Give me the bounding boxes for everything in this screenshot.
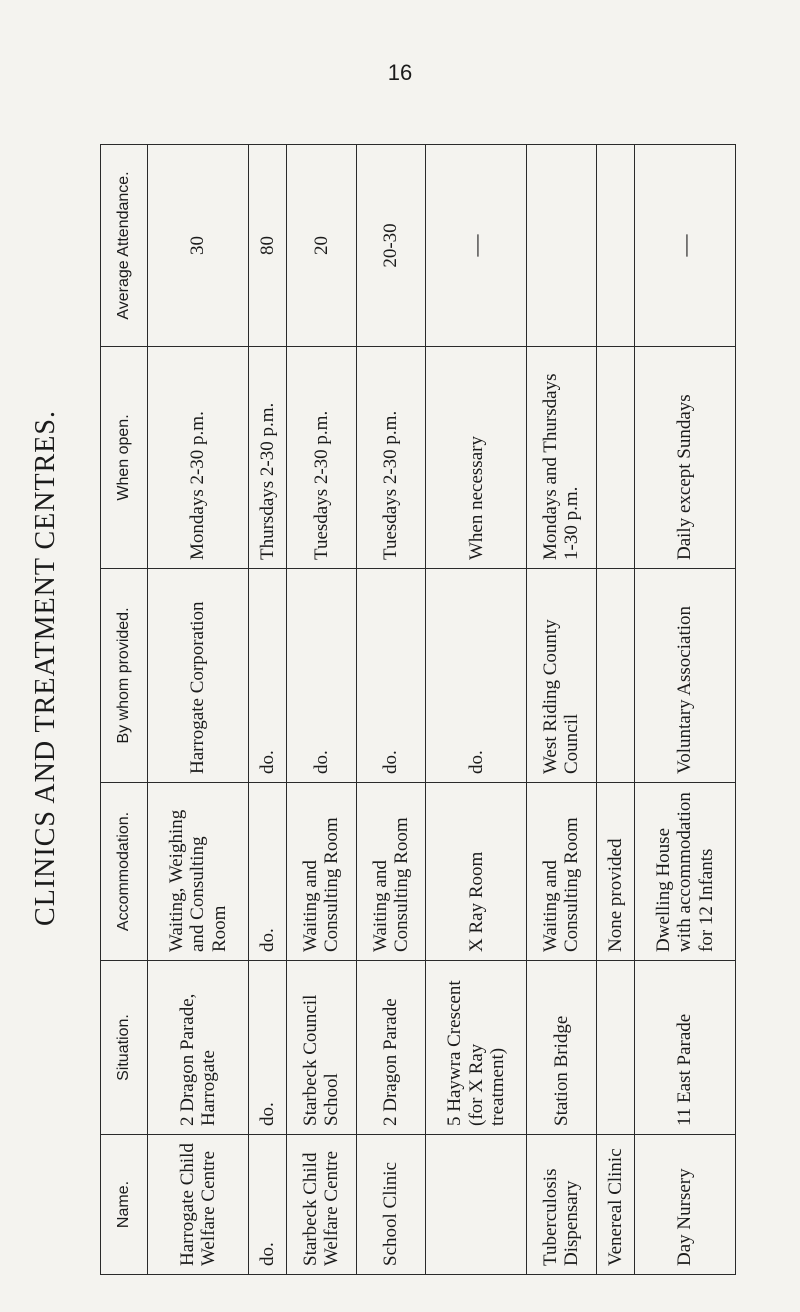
cell-name: Tuberculosis Dispensary [527,1135,597,1275]
cell-accommodation: None provided [596,783,634,961]
cell-situation: 2 Dragon Parade, Harrogate [148,961,249,1135]
cell-situation: do. [248,961,286,1135]
cell-when-open: Thursdays 2-30 p.m. [248,347,286,569]
cell-name: do. [248,1135,286,1275]
page-number: 16 [387,60,413,85]
cell-provider: Voluntary Association [635,569,736,783]
table-row [287,145,357,1275]
table-row [635,145,736,1275]
cell-attendance: — [635,145,736,347]
clinics-table [100,144,736,1275]
cell-when-open [596,347,634,569]
column-header-name: Name. [101,1135,148,1275]
rotated-table-wrapper [100,145,736,1275]
cell-accommodation: do. [248,783,286,961]
page-title-text: CLINICS AND TREATMENT CENTRES. [30,410,61,926]
cell-situation: 5 Haywra Crescent (for X Ray treatment) [426,961,527,1135]
cell-attendance: 20 [287,145,357,347]
table-row [148,145,249,1275]
cell-when-open: Tuesdays 2-30 p.m. [356,347,426,569]
cell-situation: Station Bridge [527,961,597,1135]
cell-provider: do. [356,569,426,783]
cell-attendance: 20-30 [356,145,426,347]
cell-accommodation: Waiting and Consulting Room [287,783,357,961]
column-header-attendance: Average Attendance. [101,145,148,347]
column-header-situation: Situation. [101,961,148,1135]
cell-situation: 11 East Parade [635,961,736,1135]
table-header-row [101,145,148,1275]
cell-provider: do. [426,569,527,783]
cell-attendance: — [426,145,527,347]
cell-accommodation: X Ray Room [426,783,527,961]
table-row [527,145,597,1275]
cell-accommodation: Dwelling House with accommodation for 12 Infants [635,783,736,961]
cell-name: Starbeck Child Welfare Centre [287,1135,357,1275]
cell-attendance [596,145,634,347]
table-row [596,145,634,1275]
cell-provider [596,569,634,783]
cell-name [426,1135,527,1275]
cell-provider: West Riding County Council [527,569,597,783]
cell-attendance [527,145,597,347]
cell-when-open: When necessary [426,347,527,569]
cell-when-open: Daily except Sundays [635,347,736,569]
cell-provider: Harrogate Corporation [148,569,249,783]
cell-name: Harrogate Child Welfare Centre [148,1135,249,1275]
cell-situation: Starbeck Council School [287,961,357,1135]
column-header-provider: By whom provided. [101,569,148,783]
cell-accommodation: Waiting and Consulting Room [527,783,597,961]
cell-attendance: 30 [148,145,249,347]
cell-accommodation: Waiting, Weighing and Consulting Room [148,783,249,961]
column-header-accommodation: Accommodation. [101,783,148,961]
cell-name: School Clinic [356,1135,426,1275]
cell-when-open: Mondays 2-30 p.m. [148,347,249,569]
cell-attendance: 80 [248,145,286,347]
cell-provider: do. [248,569,286,783]
column-header-when-open: When open. [101,347,148,569]
cell-accommodation: Waiting and Consulting Room [356,783,426,961]
cell-provider: do. [287,569,357,783]
cell-situation: 2 Dragon Parade [356,961,426,1135]
cell-when-open: Tuesdays 2-30 p.m. [287,347,357,569]
table-row [248,145,286,1275]
table-row [356,145,426,1275]
cell-name: Venereal Clinic [596,1135,634,1275]
table-row [426,145,527,1275]
cell-situation [596,961,634,1135]
cell-when-open: Mondays and Thursdays 1-30 p.m. [527,347,597,569]
cell-name: Day Nursery [635,1135,736,1275]
